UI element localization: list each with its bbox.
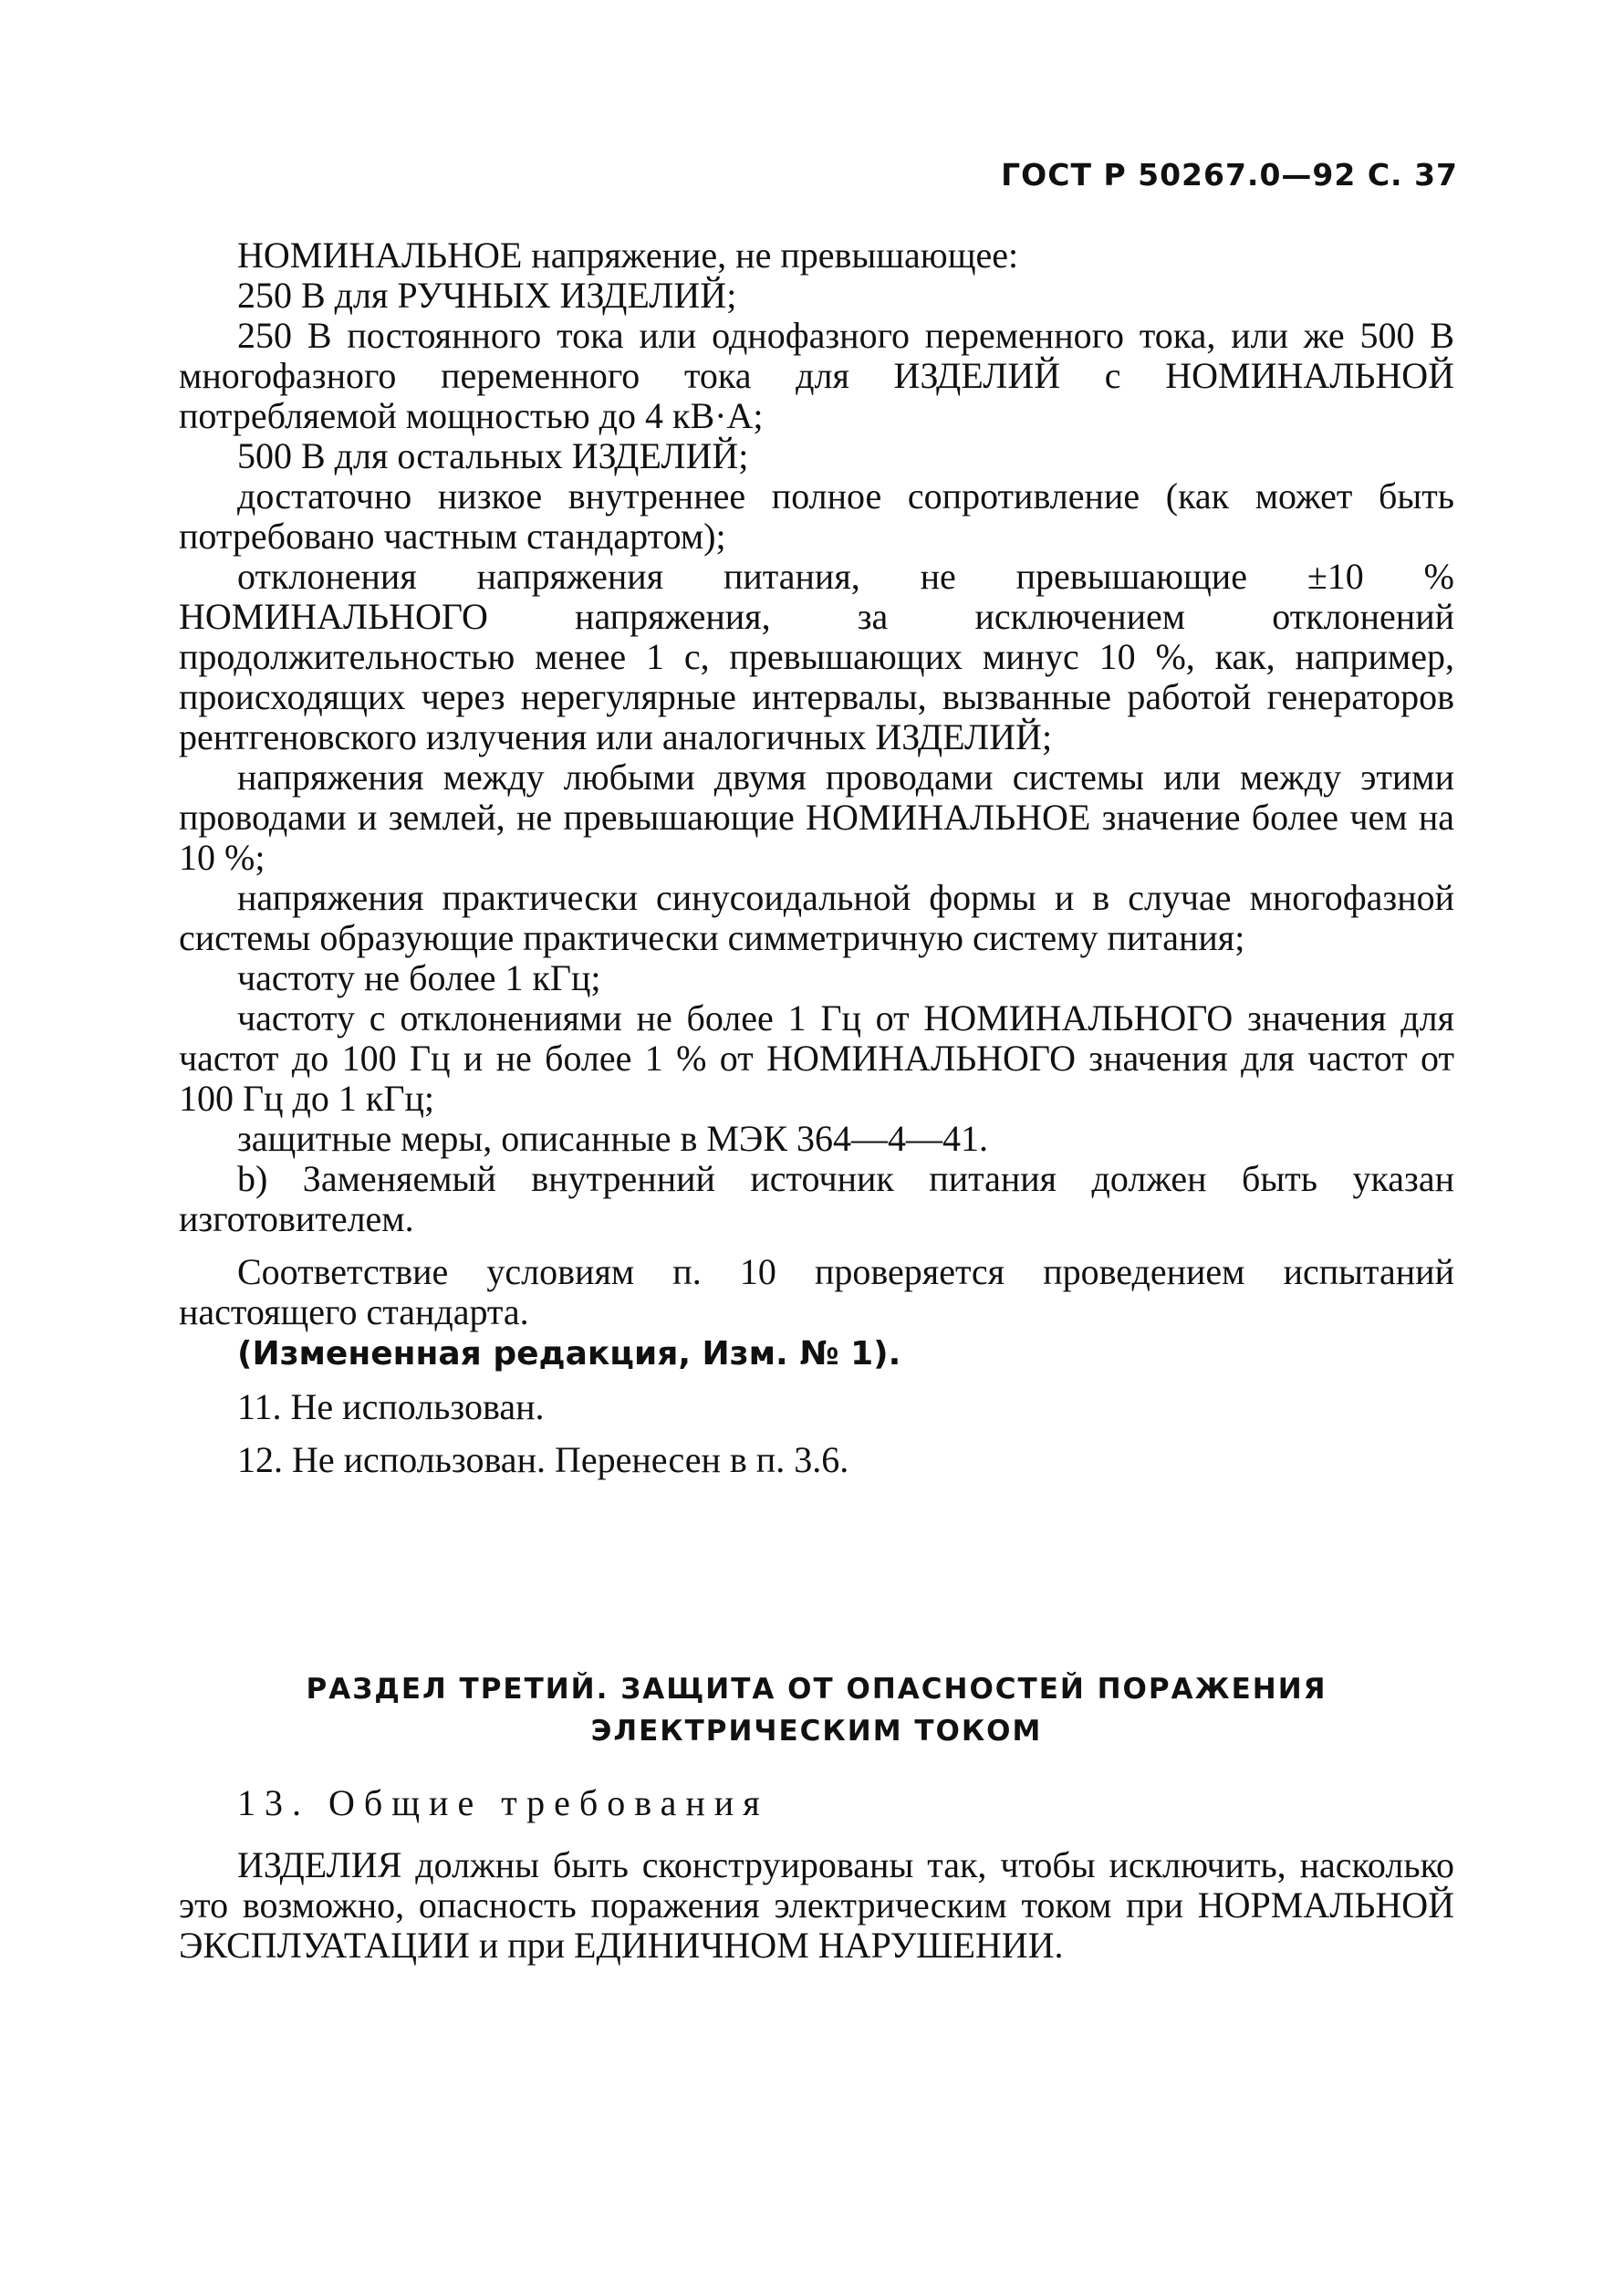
requirements-block xyxy=(179,235,1454,1480)
section-title xyxy=(179,1668,1454,1752)
amendment-note xyxy=(179,1332,1454,1374)
item-11: 11. Не использован. xyxy=(237,1386,545,1427)
paragraph-protective-measures: защитные меры, описанные в МЭК 364—4—41. xyxy=(237,1118,989,1159)
paragraph-sinusoidal: напряжения практически синусоидальной формы и в случае многофазной системы образующие практически симметричную систему питания; xyxy=(179,877,1454,958)
paragraph-nominal-voltage: НОМИНАЛЬНОЕ напряжение, не превышающее: xyxy=(237,235,1019,276)
amendment-note-text: (Измененная редакция, Изм. № 1). xyxy=(237,1335,901,1373)
paragraph-voltage-deviation: отклонения напряжения питания, не превышающие ±10 % НОМИНАЛЬНОГО напряжения, за исключением отклонений продолжительностью менее 1 с, превышающих минус 10 %, как, например, происходящих через нерегулярные интервалы, вызванные работой генераторов рентгеновского излучения или аналогичных ИЗДЕЛИЙ; xyxy=(179,556,1454,757)
paragraph-compliance: Соответствие условиям п. 10 проверяется проведением испытаний настоящего стандарта. xyxy=(179,1251,1454,1332)
paragraph-frequency-deviation: частоту с отклонениями не более 1 Гц от НОМИНАЛЬНОГО значения для частот до 100 Гц и не более 1 % от НОМИНАЛЬНОГО значения для частот от 100 Гц до 1 кГц; xyxy=(179,997,1454,1119)
paragraph-general-requirements: ИЗДЕЛИЯ должны быть сконструированы так, чтобы исключить, насколько это возможно, опасность поражения электрическим током при НОРМАЛЬНОЙ ЭКСПЛУАТАЦИИ и при ЕДИНИЧНОМ НАРУШЕНИИ. xyxy=(179,1844,1454,1966)
paragraph-dc-ac-limits: 250 В постоянного тока или однофазного переменного тока, или же 500 В многофазного переменного тока для ИЗДЕЛИЙ с НОМИНАЛЬНОЙ потребляемой мощностью до 4 кВ·А; xyxy=(179,315,1454,436)
paragraph-impedance: достаточно низкое внутреннее полное сопротивление (как может быть потребовано частным стандартом); xyxy=(179,475,1454,557)
paragraph-other-500v: 500 В для остальных ИЗДЕЛИЙ; xyxy=(237,435,749,476)
paragraph-handheld-250v: 250 В для РУЧНЫХ ИЗДЕЛИЙ; xyxy=(237,275,737,316)
item-12: 12. Не использован. Перенесен в п. 3.6. xyxy=(237,1439,849,1480)
running-header: ГОСТ Р 50267.0—92 С. 37 xyxy=(1001,157,1458,193)
section-title-line-1: РАЗДЕЛ ТРЕТИЙ. ЗАЩИТА ОТ ОПАСНОСТЕЙ ПОРАЖЕНИЯ xyxy=(306,1673,1327,1706)
section-body-block xyxy=(179,1845,1454,1966)
section-title-line-2: ЭЛЕКТРИЧЕСКИМ ТОКОМ xyxy=(590,1715,1043,1748)
paragraph-internal-source: b) Заменяемый внутренний источник питания должен быть указан изготовителем. xyxy=(179,1158,1454,1239)
paragraph-frequency-limit: частоту не более 1 кГц; xyxy=(237,957,601,998)
subsection-heading: 13. Общие требования xyxy=(237,1782,769,1823)
paragraph-conductor-voltage: напряжения между любыми двумя проводами системы или между этими проводами и землей, не превышающие НОМИНАЛЬНОЕ значение более чем на 10 %; xyxy=(179,757,1454,878)
